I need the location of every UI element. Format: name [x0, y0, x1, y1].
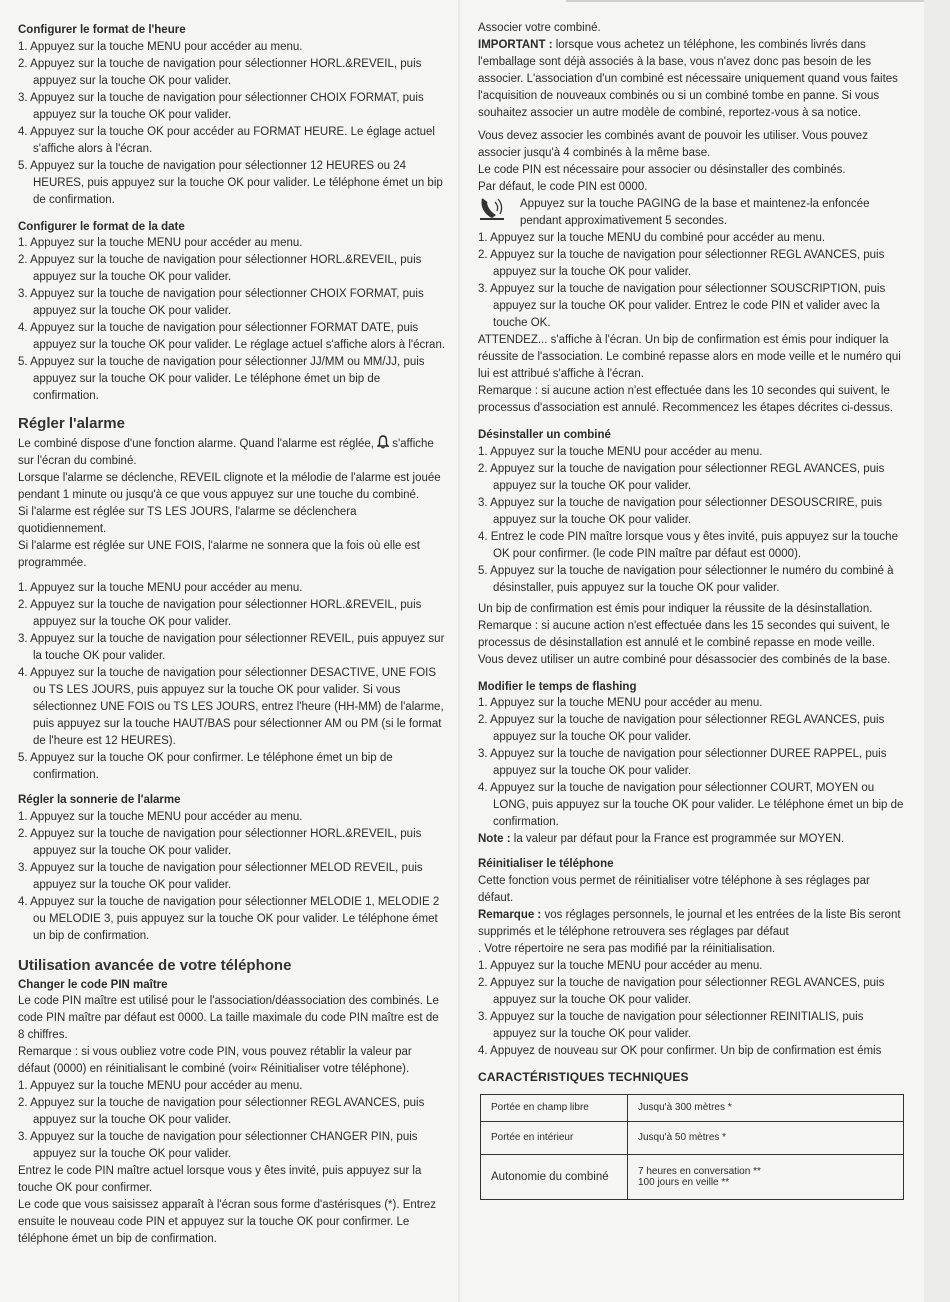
- section-associate: [478, 20, 906, 417]
- alarm-intro-text: s'affiche sur l'écran du combiné.: [18, 438, 434, 467]
- paragraph: ATTENDEZ... s'affiche à l'écran. Un bip de confirmation est émis pour indiquer la réussite de l'association. Le combiné repasse alors en mode veille et le numéro qui lui est attribué s'affiche à l'écran.: [478, 334, 901, 380]
- paging-text: Appuyez sur la touche PAGING de la base et maintenez-la enfoncée pendant approximativement 5 secondes.: [520, 198, 870, 227]
- section-heading: Régler l'alarme: [18, 415, 125, 432]
- section-flash: [478, 679, 906, 849]
- table-row: [481, 1121, 904, 1154]
- paragraph: Si l'alarme est réglée sur UNE FOIS, l'alarme ne sonnera que la fois où elle est programmée.: [18, 540, 420, 569]
- list-item: 1. Appuyez sur la touche MENU pour accéder au menu.: [18, 810, 303, 823]
- table-row: [481, 1094, 904, 1121]
- paging-icon: [478, 196, 520, 224]
- list-item: 2. Appuyez sur la touche de navigation pour sélectionner HORL.&REVEIL, puis appuyez sur la touche OK pour valider.: [18, 254, 422, 283]
- paragraph: [478, 37, 906, 122]
- specs-table: [480, 1094, 904, 1200]
- spec-value-line: 7 heures en conversation **: [638, 1165, 761, 1177]
- paragraph: . Votre répertoire ne sera pas modifié par la réinitialisation.: [478, 942, 776, 955]
- page-edge: [924, 0, 950, 1302]
- list-item: 3. Appuyez sur la touche de navigation pour sélectionner SOUSCRIPTION, puis appuyez sur la touche OK pour valider. Entrez le code PIN et valider avec la touche OK.: [478, 283, 886, 329]
- list-item: 3. Appuyez sur la touche de navigation pour sélectionner REVEIL, puis appuyez sur la touche OK pour valider.: [18, 633, 445, 662]
- section-alarm: [18, 413, 446, 784]
- list-item: 4. Appuyez sur la touche de navigation pour sélectionner COURT, MOYEN ou LONG, puis appuyez sur la touche OK pour valider. Le téléphone émet un bip de confirmation.: [478, 782, 904, 828]
- list-item: 2. Appuyez sur la touche de navigation pour sélectionner REGL AVANCES, puis appuyez sur la touche OK pour valider.: [18, 1097, 425, 1126]
- spec-value-line: 100 jours en veille **: [638, 1176, 730, 1188]
- section-date-format: [18, 219, 446, 406]
- list-item: 3. Appuyez sur la touche de navigation pour sélectionner CHANGER PIN, puis appuyez sur la touche OK pour valider.: [18, 1131, 418, 1160]
- section-title: Configurer le format de la date: [18, 220, 185, 233]
- alarm-intro-text: Le combiné dispose d'une fonction alarme. Quand l'alarme est réglée,: [18, 438, 374, 450]
- table-cell: [628, 1154, 904, 1199]
- section-reset: [478, 856, 906, 1060]
- page-fold: [458, 0, 460, 1302]
- table-cell: Portée en champ libre: [481, 1094, 628, 1121]
- list-item: 5. Appuyez sur la touche de navigation pour sélectionner JJ/MM ou MM/JJ, puis appuyez sur la touche OK pour valider. Le téléphone émet un bip de confirmation.: [18, 356, 425, 402]
- section-title: Régler la sonnerie de l'alarme: [18, 794, 181, 806]
- list-item: 3. Appuyez sur la touche de navigation pour sélectionner CHOIX FORMAT, puis appuyez sur la touche OK pour valider.: [18, 91, 424, 121]
- list-item: 2. Appuyez sur la touche de navigation pour sélectionner REGL AVANCES, puis appuyez sur la touche OK pour valider.: [478, 714, 885, 743]
- steps-list: [18, 235, 446, 405]
- list-item: 1. Appuyez sur la touche MENU pour accéder au menu.: [478, 445, 763, 458]
- paragraph: Remarque : si vous oubliez votre code PIN, vous pouvez rétablir la valeur par défaut (0000) en réinitialisant le combiné (voir« Réinitialiser votre téléphone).: [18, 1046, 412, 1075]
- steps-list: [478, 444, 906, 597]
- list-item: 2. Appuyez sur la touche de navigation pour sélectionner REGL AVANCES, puis appuyez sur la touche OK pour valider.: [478, 249, 885, 278]
- section-specs: [478, 1070, 906, 1200]
- table-cell: Jusqu'à 300 mètres *: [628, 1094, 904, 1121]
- paragraph: Vous devez associer les combinés avant de pouvoir les utiliser. Vous pouvez associer jusqu'à 4 combinés à la même base.: [478, 130, 868, 159]
- section-title: Réinitialiser le téléphone: [478, 858, 614, 870]
- section-title: Changer le code PIN maître: [18, 978, 168, 991]
- list-item: 3. Appuyez sur la touche de navigation pour sélectionner MELOD REVEIL, puis appuyez sur la touche OK pour valider.: [18, 861, 423, 891]
- list-item: 1. Appuyez sur la touche MENU pour accéder au menu.: [478, 959, 763, 972]
- remark-label: Remarque :: [478, 908, 542, 921]
- list-item: 2. Appuyez sur la touche de navigation pour sélectionner HORL.&REVEIL, puis appuyez sur la touche OK pour valider.: [18, 599, 422, 628]
- list-item: 4. Appuyez de nouveau sur OK pour confirmer. Un bip de confirmation est émis: [478, 1044, 882, 1057]
- section-alarm-ring: [18, 792, 446, 945]
- list-item: 3. Appuyez sur la touche de navigation pour sélectionner CHOIX FORMAT, puis appuyez sur la touche OK pour valider.: [18, 288, 424, 317]
- list-item: 4. Appuyez sur la touche de navigation pour sélectionner DESACTIVE, UNE FOIS ou TS LES JOURS, puis appuyez sur la touche OK pour valider. Si vous sélectionnez UNE FOIS ou TS LES JOURS, entrez l'heure (HH-MM) de l'alarme, puis appuyez sur la touche HAUT/BAS pour sélectionner AM ou PM (si le format de l'heure est 12 HEURES).: [18, 667, 444, 747]
- important-label: IMPORTANT :: [478, 39, 553, 51]
- list-item: 1. Appuyez sur la touche MENU pour accéder au menu.: [18, 40, 303, 53]
- paragraph: [478, 831, 906, 848]
- paragraph: Associer votre combiné.: [478, 22, 601, 34]
- list-item: 2. Appuyez sur la touche de navigation pour sélectionner HORL.&REVEIL, puis appuyez sur la touche OK pour valider.: [18, 57, 422, 87]
- list-item: 5. Appuyez sur la touche OK pour confirmer. Le téléphone émet un bip de confirmation.: [18, 752, 393, 781]
- section-uninstall: [478, 427, 906, 669]
- list-item: 3. Appuyez sur la touche de navigation pour sélectionner REINITIALIS, puis appuyez sur la touche OK pour valider.: [478, 1010, 864, 1040]
- list-item: 1. Appuyez sur la touche MENU du combiné pour accéder au menu.: [478, 232, 826, 244]
- specs-title: CARACTÉRISTIQUES TECHNIQUES: [478, 1069, 689, 1084]
- paragraph: [478, 907, 906, 941]
- list-item: 2. Appuyez sur la touche de navigation pour sélectionner HORL.&REVEIL, puis appuyez sur la touche OK pour valider.: [18, 827, 422, 857]
- list-item: 1. Appuyez sur la touche MENU pour accéder au menu.: [18, 1080, 303, 1092]
- list-item: 1. Appuyez sur la touche MENU pour accéder au menu.: [478, 697, 763, 709]
- steps-list: [18, 39, 446, 209]
- list-item: 1. Appuyez sur la touche MENU pour accéder au menu.: [18, 582, 303, 594]
- steps-list: [478, 230, 906, 332]
- paragraph: Lorsque l'alarme se déclenche, REVEIL clignote et la mélodie de l'alarme est jouée pendant 1 minute ou jusqu'à ce que vous appuyez sur une touche du combiné.: [18, 472, 441, 501]
- section-advanced: [18, 955, 446, 1249]
- note-text: la valeur par défaut pour la France est programmée sur MOYEN.: [510, 833, 845, 845]
- steps-list: [18, 809, 446, 945]
- paragraph: Un bip de confirmation est émis pour indiquer la réussite de la désinstallation. Remarque : si aucune action n'est effectuée dans les 15 secondes qui suivent, le processus de désinstallation est annulé et le combiné repasse en mode veille.: [478, 602, 890, 649]
- list-item: 1. Appuyez sur la touche MENU pour accéder au menu.: [18, 237, 303, 249]
- list-item: 4. Appuyez sur la touche de navigation pour sélectionner MELODIE 1, MELODIE 2 ou MELODIE 3, puis appuyez sur la touche OK pour valider. Le téléphone émet un bip de confirmation.: [18, 895, 440, 942]
- important-text: lorsque vous achetez un téléphone, les combinés livrés dans l'emballage sont déjà associés à la base, vous n'avez donc pas besoin de les associer. L'association d'un combiné est nécessaire uniquement quand vous faites l'acquisition de nouveaux combinés ou si un combiné tombe en panne. Si vous souhaitez associer un autre modèle de combiné, reportez-vous à sa notice.: [478, 39, 898, 119]
- list-item: 4. Appuyez sur la touche OK pour accéder au FORMAT HEURE. Le églage actuel s'affiche alors à l'écran.: [18, 125, 435, 155]
- note-label: Note :: [478, 833, 511, 845]
- paragraph: Cette fonction vous permet de réinitialiser votre téléphone à ses réglages par défaut.: [478, 874, 870, 904]
- paragraph: Le code que vous saisissez apparaît à l'écran sous forme d'astérisques (*). Entrez ensuite le nouveau code PIN et appuyez sur la touche OK pour confirmer. Le téléphone émet un bip de confirmation.: [18, 1199, 436, 1245]
- section-title: Configurer le format de l'heure: [18, 24, 186, 36]
- steps-list: [18, 1078, 446, 1163]
- steps-list: [18, 580, 446, 784]
- page-top-rule: [566, 0, 926, 2]
- section-time-format: [18, 22, 446, 209]
- left-column: [18, 22, 446, 1248]
- paragraph: Par défaut, le code PIN est 0000.: [478, 181, 648, 193]
- paragraph: Le code PIN est nécessaire pour associer ou désinstaller des combinés.: [478, 164, 846, 176]
- table-cell: Portée en intérieur: [481, 1121, 628, 1154]
- section-heading: Utilisation avancée de votre téléphone: [18, 956, 292, 974]
- list-item: 2. Appuyez sur la touche de navigation pour sélectionner REGL AVANCES, puis appuyez sur la touche OK pour valider.: [478, 462, 885, 492]
- paragraph: Entrez le code PIN maître actuel lorsque vous y êtes invité, puis appuyez sur la touche OK pour confirmer.: [18, 1165, 422, 1194]
- section-title: Désinstaller un combiné: [478, 429, 611, 441]
- paragraph: Vous devez utiliser un autre combiné pour désassocier des combinés de la base.: [478, 653, 891, 666]
- table-cell: Autonomie du combiné: [481, 1154, 628, 1199]
- steps-list: [478, 695, 906, 831]
- list-item: 4. Appuyez sur la touche de navigation pour sélectionner FORMAT DATE, puis appuyez sur la touche OK pour valider. Le réglage actuel s'affiche alors à l'écran.: [18, 322, 446, 351]
- list-item: 3. Appuyez sur la touche de navigation pour sélectionner DESOUSCRIRE, puis appuyez sur la touche OK pour valider.: [478, 496, 882, 526]
- list-item: 5. Appuyez sur la touche de navigation pour sélectionner le numéro du combiné à désinstaller, puis appuyez sur la touche OK pour valider.: [478, 564, 894, 594]
- table-row: [481, 1154, 904, 1199]
- paragraph: [18, 435, 446, 470]
- steps-list: [478, 958, 906, 1060]
- paging-instruction: [478, 196, 906, 230]
- bell-icon: [377, 435, 389, 449]
- table-cell: Jusqu'à 50 mètres *: [628, 1121, 904, 1154]
- paragraph: Le code PIN maître est utilisé pour le l'association/déassociation des combinés. Le code PIN maître par défaut est 0000. La taille maximale du code PIN maître est de 8 chiffres.: [18, 995, 439, 1041]
- remark-text: vos réglages personnels, le journal et les entrées de la liste Bis seront supprimés et le téléphone retrouvera ses réglages par défaut: [478, 908, 901, 938]
- paragraph: Si l'alarme est réglée sur TS LES JOURS, l'alarme se déclenchera quotidiennement.: [18, 506, 357, 535]
- right-column: [478, 20, 906, 1200]
- list-item: 2. Appuyez sur la touche de navigation pour sélectionner REGL AVANCES, puis appuyez sur la touche OK pour valider.: [478, 976, 885, 1006]
- list-item: 4. Entrez le code PIN maître lorsque vous y êtes invité, puis appuyez sur la touche OK pour confirmer. (le code PIN maître par défaut est 0000).: [478, 530, 898, 560]
- list-item: 5. Appuyez sur la touche de navigation pour sélectionner 12 HEURES ou 24 HEURES, puis appuyez sur la touche OK pour valider. Le téléphone émet un bip de confirmation.: [18, 159, 443, 206]
- section-title: Modifier le temps de flashing: [478, 680, 637, 693]
- paragraph: Remarque : si aucune action n'est effectuée dans les 10 secondes qui suivent, le processus d'association est annulé. Recommencez les étapes décrites ci-dessus.: [478, 385, 894, 414]
- list-item: 3. Appuyez sur la touche de navigation pour sélectionner DUREE RAPPEL, puis appuyez sur la touche OK pour valider.: [478, 748, 887, 777]
